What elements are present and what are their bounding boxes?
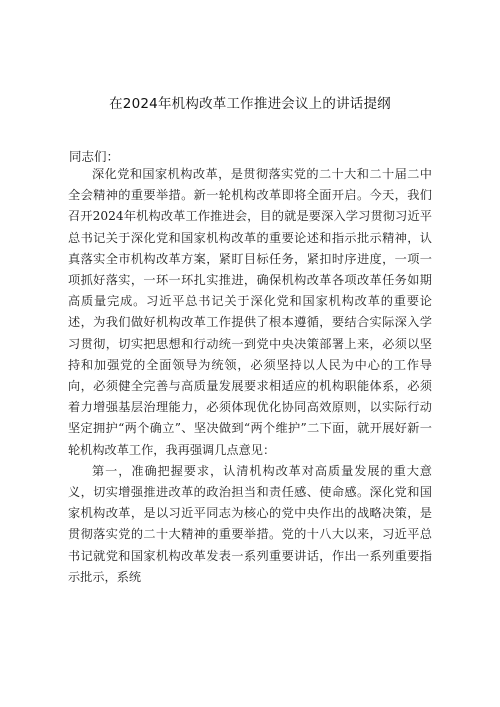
greeting: 同志们： bbox=[69, 149, 120, 164]
paragraph-first-point: 第一，准确把握要求，认清机构改革对高质量发展的重大意义，切实增强推进改革的政治担当和责任感、使命感。深化党和国家机构改革，是以习近平同志为核心的党中央作出的战略决策，是贯彻落实党的二十大精神的重要举措。党的十八大以来，习近平总书记就党和国家机构改革发表一系列重要讲话，作出一系列重要指示批示，系统 bbox=[68, 463, 432, 584]
paragraph-intro: 深化党和国家机构改革，是贯彻落实党的二十大和二十届二中全会精神的重要举措。新一轮机构改革即将全面开启。今天，我们召开2024年机构改革工作推进会，目的就是要深入学习贯彻习近平总书记关于深化党和国家机构改革的重要论述和指示批示精神，认真落实全市机构改革方案，紧盯目标任务，紧扣时序进度，一项一项抓好落实，一环一环扎实推进，确保机构改革各项改革任务如期高质量完成。习近平总书记关于深化党和国家机构改革的重要论述，为我们做好机构改革工作提供了根本遵循，要结合实际深入学习贯彻，切实把思想和行动统一到党中央决策部署上来，必须以坚持和加强党的全面领导为统领，必须坚持以人民为中心的工作导向，必须健全完善与高质量发展要求相适应的机构职能体系，必须着力增强基层治理能力，必须体现优化协同高效原则，以实际行动坚定拥护“两个确立”、坚决做到“两个维护”二下面，就开展好新一轮机构改革工作，我再强调几点意见： bbox=[68, 167, 432, 457]
document-body bbox=[68, 164, 432, 588]
document-title: 在2024年机构改革工作推进会议上的讲话提纲 bbox=[109, 96, 391, 112]
